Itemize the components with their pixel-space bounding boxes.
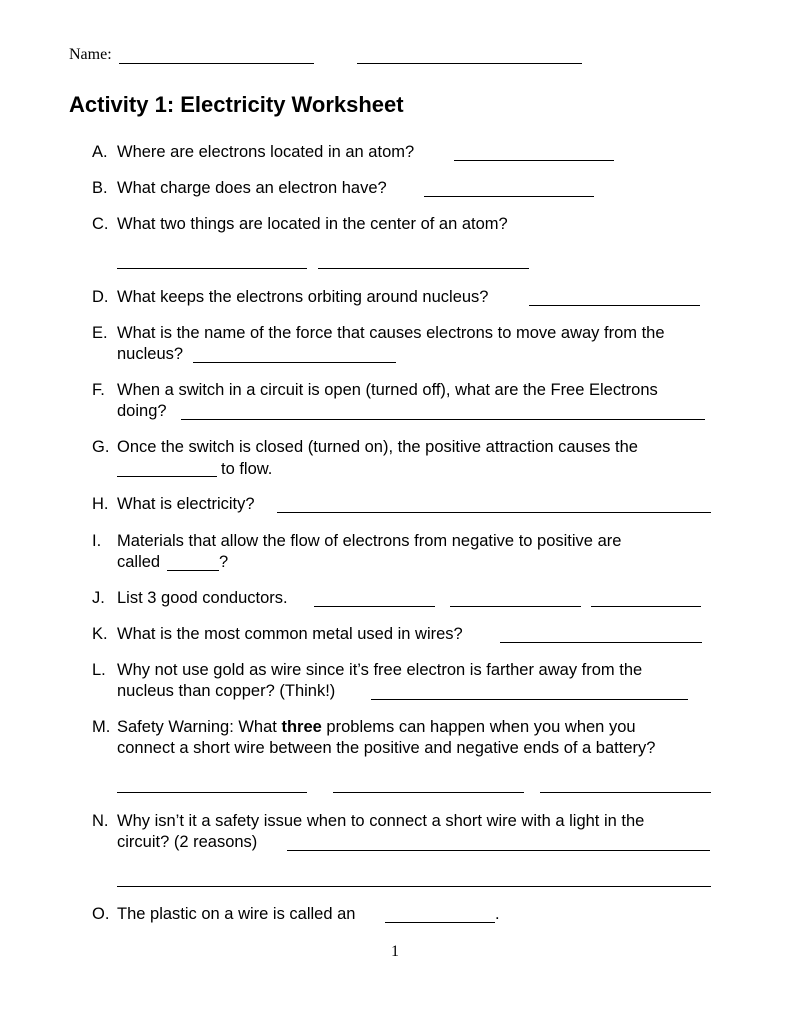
question-m-line-1-before: Safety Warning: What bbox=[117, 718, 277, 736]
answer-m-blank-3[interactable] bbox=[540, 792, 711, 793]
question-b-text: What charge does an electron have? bbox=[117, 179, 387, 197]
question-j-letter: J. bbox=[92, 589, 105, 607]
answer-i-blank[interactable] bbox=[167, 570, 219, 571]
question-e-line-1: What is the name of the force that causes electrons to move away from the bbox=[117, 324, 665, 342]
question-a-text: Where are electrons located in an atom? bbox=[117, 143, 415, 161]
name-field[interactable] bbox=[119, 63, 314, 64]
question-m-line-1-after: problems can happen when you when you bbox=[326, 718, 636, 736]
question-l-line-1: Why not use gold as wire since it’s free electron is farther away from the bbox=[117, 661, 643, 679]
question-m-line-1 bbox=[117, 717, 636, 738]
question-o-text: The plastic on a wire is called an bbox=[117, 905, 356, 923]
question-f-line-1: When a switch in a circuit is open (turned off), what are the Free Electrons bbox=[117, 381, 658, 399]
question-j-text: List 3 good conductors. bbox=[117, 589, 288, 607]
question-f-line-2: doing? bbox=[117, 402, 167, 420]
page-title: Activity 1: Electricity Worksheet bbox=[69, 92, 404, 117]
answer-a-blank[interactable] bbox=[454, 160, 614, 161]
question-g-line-2: to flow. bbox=[221, 460, 273, 478]
question-o-letter: O. bbox=[92, 905, 110, 923]
answer-l-blank[interactable] bbox=[371, 699, 688, 700]
question-o-text-after: . bbox=[495, 905, 500, 923]
answer-f-blank[interactable] bbox=[181, 419, 705, 420]
question-e-line-2: nucleus? bbox=[117, 345, 184, 363]
question-n-line-2: circuit? (2 reasons) bbox=[117, 833, 258, 851]
answer-n-blank-2[interactable] bbox=[117, 886, 711, 887]
name-label: Name: bbox=[69, 46, 112, 63]
answer-e-blank[interactable] bbox=[193, 362, 396, 363]
question-f-letter: F. bbox=[92, 381, 105, 399]
question-l-letter: L. bbox=[92, 661, 106, 679]
second-name-field[interactable] bbox=[357, 63, 582, 64]
answer-o-blank[interactable] bbox=[385, 922, 495, 923]
question-i-letter: I. bbox=[92, 532, 102, 550]
question-d-letter: D. bbox=[92, 288, 109, 306]
question-h-text: What is electricity? bbox=[117, 495, 255, 513]
page-number: 1 bbox=[391, 943, 399, 960]
question-k-letter: K. bbox=[92, 625, 108, 643]
question-m-line-2: connect a short wire between the positive and negative ends of a battery? bbox=[117, 739, 656, 757]
question-i-line-2-after: ? bbox=[219, 553, 229, 571]
question-l-line-2: nucleus than copper? (Think!) bbox=[117, 682, 336, 700]
question-k-text: What is the most common metal used in wires? bbox=[117, 625, 463, 643]
question-h-letter: H. bbox=[92, 495, 109, 513]
question-c-letter: C. bbox=[92, 215, 109, 233]
question-d-text: What keeps the electrons orbiting around nucleus? bbox=[117, 288, 489, 306]
question-e-letter: E. bbox=[92, 324, 108, 342]
question-a-letter: A. bbox=[92, 143, 108, 161]
answer-d-blank[interactable] bbox=[529, 305, 700, 306]
question-c-text: What two things are located in the center of an atom? bbox=[117, 215, 508, 233]
answer-k-blank[interactable] bbox=[500, 642, 702, 643]
answer-h-blank[interactable] bbox=[277, 512, 711, 513]
answer-j-blank-3[interactable] bbox=[591, 606, 701, 607]
answer-b-blank[interactable] bbox=[424, 196, 594, 197]
question-i-line-1: Materials that allow the flow of electrons from negative to positive are bbox=[117, 532, 622, 550]
answer-m-blank-1[interactable] bbox=[117, 792, 307, 793]
question-m-emphasis: three bbox=[281, 718, 322, 736]
answer-g-blank[interactable] bbox=[117, 476, 217, 477]
answer-m-blank-2[interactable] bbox=[333, 792, 524, 793]
answer-c-blank-2[interactable] bbox=[318, 268, 529, 269]
question-n-letter: N. bbox=[92, 812, 109, 830]
question-b-letter: B. bbox=[92, 179, 108, 197]
question-i-line-2-before: called bbox=[117, 553, 161, 571]
answer-n-blank-1[interactable] bbox=[287, 850, 710, 851]
answer-c-blank-1[interactable] bbox=[117, 268, 307, 269]
question-n-line-1: Why isn’t it a safety issue when to connect a short wire with a light in the bbox=[117, 812, 645, 830]
question-g-line-1: Once the switch is closed (turned on), the positive attraction causes the bbox=[117, 438, 638, 456]
answer-j-blank-2[interactable] bbox=[450, 606, 581, 607]
question-g-letter: G. bbox=[92, 438, 110, 456]
question-m-letter: M. bbox=[92, 718, 111, 736]
answer-j-blank-1[interactable] bbox=[314, 606, 435, 607]
